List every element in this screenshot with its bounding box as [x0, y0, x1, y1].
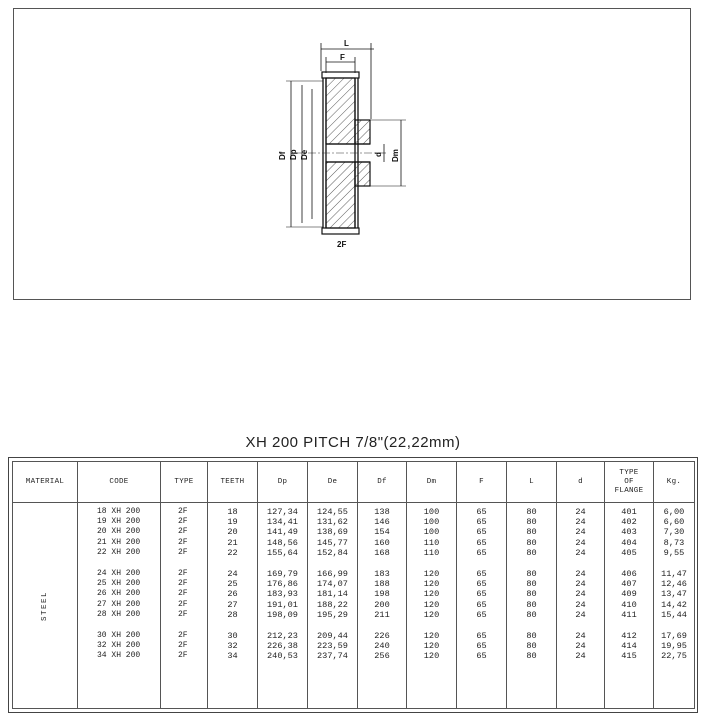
dim-label-Dm: Dm — [391, 149, 400, 162]
cell-f: 65 — [476, 651, 487, 662]
table-header-row — [13, 462, 695, 503]
cell-df: 138 — [374, 507, 390, 517]
cell-df: 154 — [374, 527, 390, 538]
cell-f: 65 — [476, 568, 487, 579]
cell-kg: 7,30 — [663, 527, 685, 538]
cell-de: 152,84 — [317, 547, 348, 558]
cell-d: 24 — [575, 609, 586, 620]
cell-dm: 120 — [423, 651, 440, 662]
cell-dp: 127,34 — [267, 507, 298, 517]
cell-flange: 411 — [621, 609, 637, 620]
cell-kg: 6,00 — [663, 507, 685, 517]
cell-flange: 404 — [621, 537, 637, 548]
cell-l: 80 — [526, 568, 537, 579]
cell-dm: 120 — [423, 568, 440, 579]
cell-dp: 226,38 — [267, 641, 298, 652]
df-column — [358, 503, 407, 709]
header-code: CODE — [78, 462, 161, 503]
cell-f: 65 — [476, 507, 487, 517]
cell-teeth: 34 — [227, 651, 238, 662]
cell-flange: 407 — [621, 579, 637, 590]
cell-teeth: 24 — [227, 568, 238, 579]
cell-de: 124,55 — [317, 507, 348, 517]
cell-type: 2F — [178, 651, 188, 661]
table-body-row — [13, 503, 695, 709]
cell-l: 80 — [526, 599, 537, 610]
header-df: Df — [358, 462, 407, 503]
f-column — [457, 503, 507, 709]
cell-kg: 9,55 — [663, 547, 685, 558]
header-flange-line-2: OF — [624, 477, 634, 486]
cell-kg: 13,47 — [661, 589, 687, 600]
cell-code: 28 XH 200 — [97, 609, 141, 619]
type-mark-2F: 2F — [337, 240, 347, 249]
cell-d: 24 — [575, 517, 586, 528]
cell-df: 226 — [374, 630, 390, 641]
cell-dp: 176,86 — [267, 579, 298, 590]
kg-column — [654, 503, 695, 709]
cell-d: 24 — [575, 641, 586, 652]
cell-df: 160 — [374, 537, 390, 548]
header-l: L — [507, 462, 557, 503]
teeth-column — [208, 503, 258, 709]
cell-d: 24 — [575, 547, 586, 558]
cell-type: 2F — [178, 537, 188, 547]
cell-teeth: 27 — [227, 599, 238, 610]
cell-df: 188 — [374, 579, 390, 590]
cell-teeth: 25 — [227, 579, 238, 590]
code-column — [78, 503, 161, 709]
hub-upper — [355, 120, 370, 144]
cell-flange: 409 — [621, 589, 637, 600]
cell-dm: 100 — [423, 507, 440, 517]
table-title: XH 200 PITCH 7/8"(22,22mm) — [245, 434, 461, 451]
cell-de: 188,22 — [317, 599, 348, 610]
cell-kg: 14,42 — [661, 599, 687, 610]
d-column — [557, 503, 605, 709]
cell-kg: 6,60 — [663, 517, 685, 528]
cell-flange: 405 — [621, 547, 637, 558]
cell-f: 65 — [476, 641, 487, 652]
cell-code: 22 XH 200 — [97, 547, 141, 557]
cell-code: 19 XH 200 — [97, 517, 141, 527]
cell-type: 2F — [178, 609, 188, 619]
cell-code: 20 XH 200 — [97, 527, 141, 537]
header-type: TYPE — [161, 462, 208, 503]
cell-flange: 406 — [621, 568, 637, 579]
cell-code: 25 XH 200 — [97, 579, 141, 589]
cell-dp: 134,41 — [267, 517, 298, 528]
cell-df: 198 — [374, 589, 390, 600]
cell-de: 166,99 — [317, 568, 348, 579]
cell-dp: 198,09 — [267, 609, 298, 620]
dp-column — [258, 503, 308, 709]
cell-teeth: 21 — [227, 537, 238, 548]
spec-table-frame — [8, 457, 698, 713]
cell-dm: 100 — [423, 527, 440, 538]
cell-code: 34 XH 200 — [97, 651, 141, 661]
l-column — [507, 503, 557, 709]
cell-flange: 403 — [621, 527, 637, 538]
cell-code: 21 XH 200 — [97, 537, 141, 547]
cell-kg: 15,44 — [661, 609, 687, 620]
cell-flange: 415 — [621, 651, 637, 662]
header-dp: Dp — [258, 462, 308, 503]
cell-de: 223,59 — [317, 641, 348, 652]
cell-df: 183 — [374, 568, 390, 579]
dim-label-d: d — [374, 152, 383, 157]
hub-lower — [355, 162, 370, 186]
cell-l: 80 — [526, 609, 537, 620]
cell-l: 80 — [526, 537, 537, 548]
cell-f: 65 — [476, 589, 487, 600]
cell-f: 65 — [476, 547, 487, 558]
cell-l: 80 — [526, 641, 537, 652]
cell-type: 2F — [178, 547, 188, 557]
cell-flange: 410 — [621, 599, 637, 610]
cell-de: 237,74 — [317, 651, 348, 662]
header-kg: Kg. — [654, 462, 695, 503]
cell-type: 2F — [178, 630, 188, 640]
cell-dm: 110 — [423, 537, 440, 548]
cell-f: 65 — [476, 517, 487, 528]
cell-f: 65 — [476, 537, 487, 548]
header-material: MATERIAL — [13, 462, 78, 503]
dm-column — [407, 503, 457, 709]
cell-type: 2F — [178, 589, 188, 599]
header-flange-line-1: TYPE — [619, 468, 639, 477]
cell-l: 80 — [526, 630, 537, 641]
cell-dm: 120 — [423, 599, 440, 610]
cell-teeth: 26 — [227, 589, 238, 600]
cell-flange: 401 — [621, 507, 637, 517]
cell-kg: 12,46 — [661, 579, 687, 590]
cell-kg: 8,73 — [663, 537, 685, 548]
cell-f: 65 — [476, 609, 487, 620]
cell-dp: 169,79 — [267, 568, 298, 579]
cell-d: 24 — [575, 599, 586, 610]
cell-dp: 148,56 — [267, 537, 298, 548]
dim-label-De: De — [300, 149, 309, 160]
cell-f: 65 — [476, 579, 487, 590]
material-label: STEEL — [40, 590, 49, 621]
cell-d: 24 — [575, 568, 586, 579]
cell-kg: 17,69 — [661, 630, 687, 641]
cell-teeth: 19 — [227, 517, 238, 528]
cell-code: 30 XH 200 — [97, 630, 141, 640]
cell-d: 24 — [575, 589, 586, 600]
cell-dp: 141,49 — [267, 527, 298, 538]
cell-d: 24 — [575, 527, 586, 538]
cell-code: 32 XH 200 — [97, 641, 141, 651]
cell-dp: 240,53 — [267, 651, 298, 662]
pulley-drawing-frame — [13, 8, 691, 300]
cell-dm: 120 — [423, 641, 440, 652]
pulley-body-lower — [326, 162, 355, 228]
cell-de: 131,62 — [317, 517, 348, 528]
cell-type: 2F — [178, 599, 188, 609]
cell-df: 256 — [374, 651, 390, 662]
cell-dm: 120 — [423, 609, 440, 620]
cell-dp: 183,93 — [267, 589, 298, 600]
cell-teeth: 28 — [227, 609, 238, 620]
cell-code: 26 XH 200 — [97, 589, 141, 599]
cell-d: 24 — [575, 579, 586, 590]
type-column — [161, 503, 208, 709]
de-column — [308, 503, 358, 709]
cell-d: 24 — [575, 630, 586, 641]
cell-teeth: 22 — [227, 547, 238, 558]
dim-label-Df: Df — [278, 151, 287, 160]
cell-type: 2F — [178, 641, 188, 651]
cell-d: 24 — [575, 507, 586, 517]
cell-teeth: 20 — [227, 527, 238, 538]
cell-kg: 19,95 — [661, 641, 687, 652]
cell-flange: 414 — [621, 641, 637, 652]
header-f: F — [457, 462, 507, 503]
cell-df: 200 — [374, 599, 390, 610]
cell-de: 209,44 — [317, 630, 348, 641]
cell-de: 174,07 — [317, 579, 348, 590]
cell-dm: 100 — [423, 517, 440, 528]
cell-dp: 191,01 — [267, 599, 298, 610]
cell-f: 65 — [476, 630, 487, 641]
cell-teeth: 18 — [227, 507, 238, 517]
cell-l: 80 — [526, 579, 537, 590]
cell-dm: 120 — [423, 589, 440, 600]
cell-df: 146 — [374, 517, 390, 528]
header-de: De — [308, 462, 358, 503]
cell-df: 211 — [374, 609, 390, 620]
cell-l: 80 — [526, 651, 537, 662]
cell-type: 2F — [178, 517, 188, 527]
cell-dp: 212,23 — [267, 630, 298, 641]
cell-df: 240 — [374, 641, 390, 652]
cell-kg: 11,47 — [661, 568, 687, 579]
cell-de: 181,14 — [317, 589, 348, 600]
header-d: d — [557, 462, 605, 503]
cell-dm: 120 — [423, 630, 440, 641]
cell-dm: 120 — [423, 579, 440, 590]
cell-code: 18 XH 200 — [97, 507, 141, 516]
cell-l: 80 — [526, 507, 537, 517]
cell-df: 168 — [374, 547, 390, 558]
cell-de: 138,69 — [317, 527, 348, 538]
cell-de: 195,29 — [317, 609, 348, 620]
cell-code: 27 XH 200 — [97, 599, 141, 609]
cell-code: 24 XH 200 — [97, 568, 141, 578]
flange-column — [605, 503, 654, 709]
cell-type: 2F — [178, 568, 188, 578]
dim-label-L: L — [344, 39, 349, 48]
pulley-body-upper — [326, 78, 355, 144]
cell-d: 24 — [575, 651, 586, 662]
cell-teeth: 30 — [227, 630, 238, 641]
cell-flange: 412 — [621, 630, 637, 641]
cell-f: 65 — [476, 527, 487, 538]
cell-l: 80 — [526, 589, 537, 600]
header-flange-line-3: FLANGE — [614, 486, 644, 495]
dim-label-Dp: Dp — [289, 149, 298, 160]
header-teeth: TEETH — [208, 462, 258, 503]
cell-teeth: 32 — [227, 641, 238, 652]
cell-l: 80 — [526, 547, 537, 558]
cell-de: 145,77 — [317, 537, 348, 548]
cell-dp: 155,64 — [267, 547, 298, 558]
pulley-cross-section-drawing — [14, 9, 692, 301]
dim-label-F: F — [340, 53, 345, 62]
cell-type: 2F — [178, 527, 188, 537]
cell-l: 80 — [526, 517, 537, 528]
cell-dm: 110 — [423, 547, 440, 558]
cell-flange: 402 — [621, 517, 637, 528]
material-cell — [13, 503, 78, 709]
cell-d: 24 — [575, 537, 586, 548]
cell-type: 2F — [178, 579, 188, 589]
cell-kg: 22,75 — [661, 651, 687, 662]
cell-l: 80 — [526, 527, 537, 538]
header-dm: Dm — [407, 462, 457, 503]
cell-type: 2F — [178, 507, 188, 516]
pulley-spec-table — [12, 461, 695, 709]
cell-f: 65 — [476, 599, 487, 610]
header-type-of-flange — [605, 462, 654, 503]
